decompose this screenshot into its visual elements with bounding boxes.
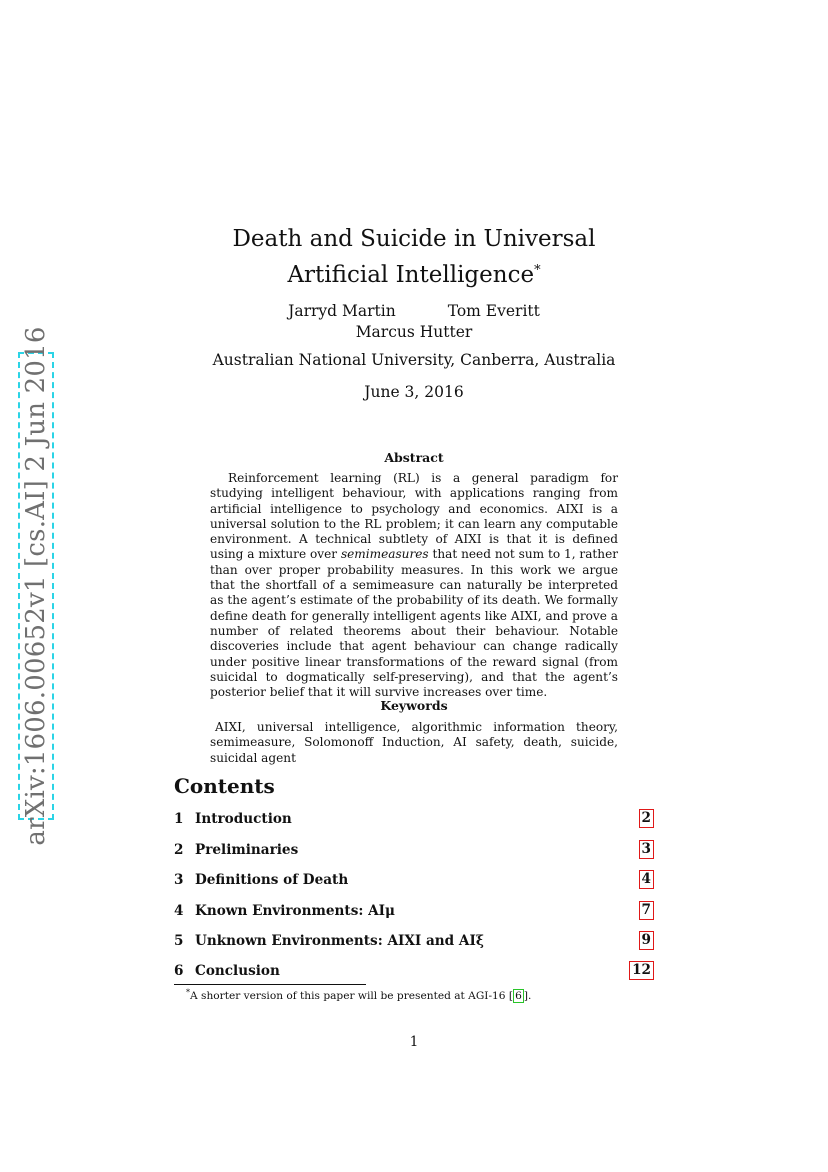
- toc-number: 3: [174, 872, 184, 888]
- affiliation: Australian National University, Canberra, Australia: [212, 351, 616, 369]
- authors-row: [0, 302, 828, 320]
- toc-page-link[interactable]: 12: [629, 961, 654, 980]
- toc-entry-definitions-of-death[interactable]: [174, 872, 654, 892]
- arxiv-identifier: arXiv:1606.00652v1 [cs.AI] 2 Jun 2016: [21, 326, 51, 846]
- abstract-text-part-2: that need not sum to 1, rather than over proper probability measures. In this work we argue that the shortfall of a semimeasure can naturally be interpreted as the agent’s estimate of the probability of its death. We formally define death for generally intelligent agents like AIXI, and prove a number of related theorems about their behaviour. Notable discoveries include that agent behaviour can change radically under positive linear transformations of the reward signal (from suicidal to dogmatically self-preserving), and that the agent’s posterior belief that it will survive increases over time.: [210, 547, 619, 700]
- footnote: *A shorter version of this paper will be presented at AGI-16 [ 6 ].: [186, 988, 532, 1002]
- footnote-text: A shorter version of this paper will be presented at AGI-16: [190, 990, 509, 1002]
- paper-title: [180, 224, 648, 291]
- toc-entry-introduction[interactable]: [174, 811, 654, 831]
- author-3: Marcus Hutter: [355, 323, 473, 341]
- keywords-text: AIXI, universal intelligence, algorithmic information theory, semimeasure, Solomonoff Induction, AI safety, death, suicide, suicidal agent: [210, 720, 618, 765]
- toc-label[interactable]: Preliminaries: [195, 842, 299, 858]
- abstract-emphasis: semimeasures: [340, 547, 429, 562]
- toc-label[interactable]: Conclusion: [195, 963, 280, 979]
- citation-link[interactable]: 6: [515, 990, 522, 1002]
- footnote-mark: *: [186, 988, 190, 997]
- toc-entry-preliminaries[interactable]: [174, 842, 654, 862]
- author-1: Jarryd Martin: [288, 302, 396, 320]
- toc-number: 5: [174, 933, 184, 949]
- toc-label[interactable]: Introduction: [195, 811, 292, 827]
- toc-page-link[interactable]: 2: [639, 809, 654, 828]
- toc-page-link[interactable]: 4: [639, 870, 654, 889]
- toc-entry-conclusion[interactable]: [174, 963, 654, 983]
- paper-date: June 3, 2016: [364, 383, 464, 401]
- abstract-text-part-1: Reinforcement learning (RL) is a general paradigm for studying intelligent behaviour, with applications ranging from artificial intelligence to psychology and economics. AIXI is a universal solution to the RL problem; it can learn any computable environment. A technical subtlety of AIXI is that it is defined using a mixture over: [210, 471, 618, 562]
- toc-entry-unknown-environments[interactable]: [174, 933, 654, 953]
- toc-entry-known-environments[interactable]: [174, 903, 654, 923]
- toc-number: 4: [174, 903, 184, 919]
- title-footnote-mark: *: [534, 263, 541, 278]
- abstract-heading: Abstract: [384, 450, 444, 465]
- toc-label[interactable]: Definitions of Death: [195, 872, 349, 888]
- arxiv-identifier-box[interactable]: [18, 326, 54, 846]
- footnote-end: .: [527, 990, 532, 1002]
- toc-page-link[interactable]: 7: [639, 901, 654, 920]
- toc-page-link[interactable]: 3: [639, 840, 654, 859]
- abstract-text: [210, 471, 618, 700]
- title-text: Death and Suicide in Universal Artificial Intelligence: [232, 226, 596, 288]
- footnote-rule: [174, 984, 366, 985]
- toc-label[interactable]: Unknown Environments: AIXI and AIξ: [195, 933, 484, 949]
- page-number: 1: [409, 1034, 419, 1050]
- keywords-heading: Keywords: [380, 698, 448, 713]
- toc-page-link[interactable]: 9: [639, 931, 654, 950]
- toc-number: 6: [174, 963, 184, 979]
- toc-number: 2: [174, 842, 184, 858]
- toc-label[interactable]: Known Environments: AIμ: [195, 903, 395, 919]
- toc-number: 1: [174, 811, 184, 827]
- contents-heading: Contents: [174, 774, 275, 798]
- author-2: Tom Everitt: [447, 302, 540, 320]
